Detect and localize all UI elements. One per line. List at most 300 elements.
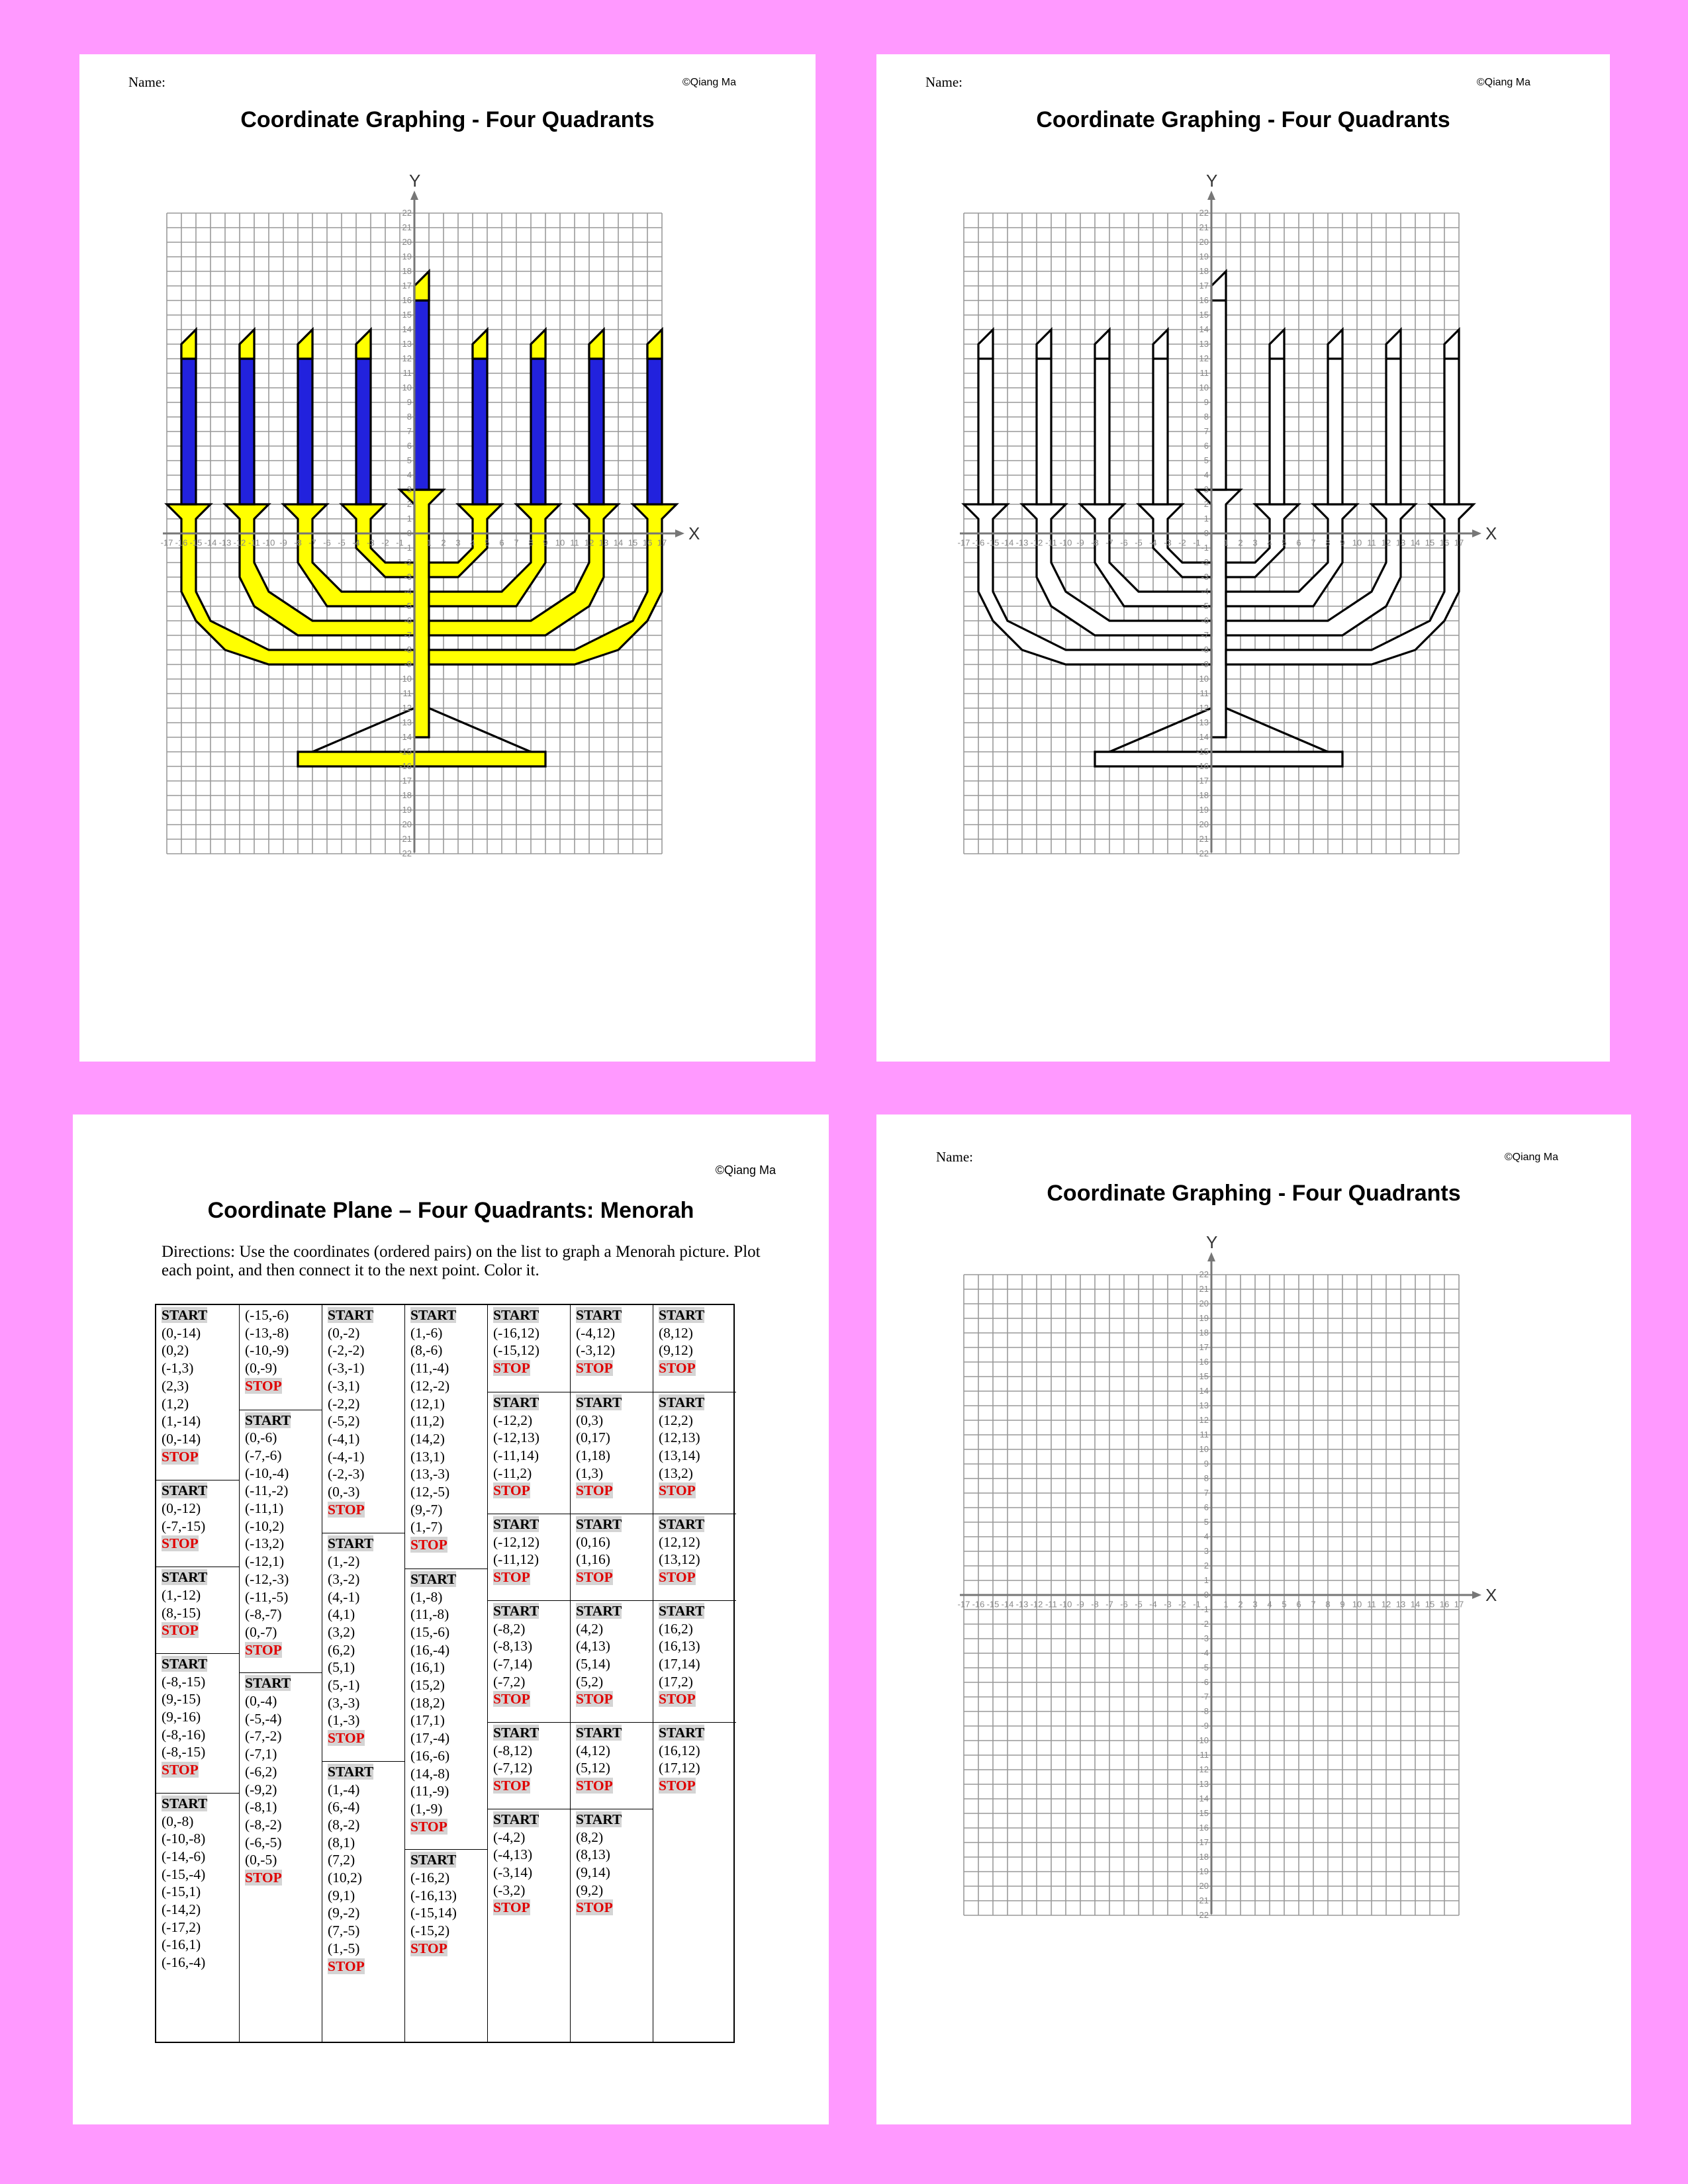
ordered-pair: [659, 1412, 736, 1430]
ordered-pair: [410, 1694, 488, 1712]
y-tick-label: 5: [406, 455, 412, 465]
ordered-pair: [493, 1447, 571, 1465]
ordered-pair: [328, 1588, 405, 1606]
ordered-pair: [245, 1623, 322, 1641]
ordered-pair-text: (-2,-3): [328, 1466, 365, 1482]
coord-block: [653, 1600, 736, 1708]
worksheet-title: Coordinate Graphing - Four Quadrants: [1036, 107, 1450, 132]
y-tick-label: -8: [1201, 1706, 1209, 1716]
ordered-pair: [410, 1887, 488, 1905]
y-tick-label: -6: [404, 615, 412, 625]
start-text: START: [493, 1516, 539, 1532]
ordered-pair-text: (7,-5): [328, 1923, 360, 1939]
y-tick-label: 10: [1199, 383, 1209, 392]
coord-block: [322, 1761, 405, 1975]
start-label: [162, 1655, 239, 1673]
start-text: START: [328, 1763, 374, 1780]
x-axis-arrow: [675, 529, 684, 537]
x-tick-label: 17: [1454, 537, 1464, 548]
ordered-pair: [162, 1830, 239, 1848]
ordered-pair: [576, 1637, 653, 1655]
x-tick-label: -7: [1105, 1599, 1113, 1610]
stop-label: [493, 1569, 571, 1586]
start-text: START: [328, 1535, 374, 1552]
x-tick-label: 1: [1223, 537, 1229, 548]
x-tick-label: 3: [1252, 1599, 1258, 1610]
ordered-pair-text: (0,-14): [162, 1324, 201, 1341]
x-tick-label: -7: [308, 537, 316, 548]
y-tick-label: -8: [1201, 645, 1209, 655]
ordered-pair-text: (-1,3): [162, 1360, 194, 1377]
ordered-pair-text: (-16,13): [410, 1887, 457, 1903]
stop-text: STOP: [493, 1360, 530, 1377]
x-axis-label: X: [1485, 523, 1497, 543]
x-tick-label: 13: [1395, 1599, 1406, 1610]
ordered-pair: [410, 1342, 488, 1359]
ordered-pair: [576, 1742, 653, 1760]
ordered-pair: [493, 1465, 571, 1482]
start-label: [410, 1306, 488, 1324]
stop-label: [576, 1899, 653, 1917]
candle-arm: [429, 504, 677, 664]
stop-text: STOP: [659, 1691, 696, 1707]
flame: [589, 330, 604, 359]
coord-block: [405, 1569, 488, 1836]
y-tick-label: -22: [399, 848, 412, 858]
start-label: [659, 1306, 736, 1324]
ordered-pair-text: (16,12): [659, 1742, 700, 1758]
ordered-pair-text: (-11,2): [493, 1465, 532, 1481]
coord-column-7: [653, 1305, 736, 2042]
x-tick-label: -15: [986, 1599, 1000, 1610]
candle-arm: [1095, 752, 1342, 766]
ordered-pair: [328, 1834, 405, 1852]
x-tick-label: 16: [642, 537, 653, 548]
coord-block: [488, 1392, 571, 1500]
x-tick-label: 4: [470, 537, 475, 548]
stop-label: [493, 1777, 571, 1795]
y-tick-label: -8: [404, 645, 412, 655]
y-tick-label: 16: [1199, 295, 1209, 305]
stop-label: [493, 1690, 571, 1708]
ordered-pair-text: (4,-1): [328, 1588, 360, 1605]
x-axis-arrow: [1472, 529, 1481, 537]
x-tick-label: 14: [613, 537, 624, 548]
directions-text: Directions: Use the coordinates (ordered pairs) on the list to graph a Menorah picture. Plot each point, and then connect it to the next point. Color it.: [162, 1243, 761, 1279]
x-tick-label: 10: [1352, 537, 1362, 548]
coord-block: [156, 1653, 239, 1779]
ordered-pair-text: (-14,-6): [162, 1848, 206, 1864]
stop-text: STOP: [576, 1360, 613, 1377]
ordered-pair: [410, 1922, 488, 1940]
ordered-pair-text: (16,1): [410, 1659, 445, 1676]
y-tick-label: -19: [1196, 1866, 1209, 1876]
start-label: [576, 1811, 653, 1829]
start-text: START: [410, 1570, 457, 1587]
copyright-label: ©Qiang Ma: [682, 77, 736, 88]
stop-text: STOP: [410, 1537, 447, 1553]
y-tick-label: 6: [406, 441, 412, 451]
ordered-pair: [328, 1816, 405, 1834]
stop-label: [410, 1940, 488, 1958]
coord-block: [571, 1514, 653, 1586]
x-tick-label: -8: [1091, 1599, 1099, 1610]
ordered-pair-text: (-15,-6): [245, 1307, 289, 1323]
start-label: [493, 1811, 571, 1829]
ordered-pair-text: (-16,-4): [162, 1954, 206, 1971]
y-tick-label: 0: [1203, 1590, 1209, 1600]
ordered-pair: [245, 1851, 322, 1869]
y-axis-arrow: [410, 191, 418, 200]
x-tick-label: -7: [1105, 537, 1113, 548]
start-text: START: [576, 1725, 622, 1741]
ordered-pair: [162, 1604, 239, 1622]
flame: [531, 330, 545, 359]
start-label: [659, 1394, 736, 1412]
ordered-pair-text: (1,16): [576, 1551, 610, 1568]
ordered-pair: [410, 1412, 488, 1430]
y-tick-label: 10: [1199, 1444, 1209, 1454]
y-tick-label: -18: [1196, 790, 1209, 800]
ordered-pair: [410, 1782, 488, 1800]
candle-arm: [1226, 504, 1299, 577]
ordered-pair: [493, 1655, 571, 1673]
start-label: [659, 1516, 736, 1533]
x-tick-label: -8: [294, 537, 302, 548]
y-tick-label: 11: [1199, 368, 1209, 378]
y-tick-label: -7: [404, 630, 412, 640]
y-tick-label: -9: [1201, 1721, 1209, 1731]
ordered-pair-text: (1,-6): [410, 1324, 443, 1341]
x-tick-label: 14: [1410, 537, 1421, 548]
stop-label: [659, 1569, 736, 1586]
ordered-pair-text: (-17,2): [162, 1919, 201, 1935]
y-tick-label: 5: [1203, 1517, 1209, 1527]
ordered-pair-text: (9,14): [576, 1864, 610, 1880]
stop-label: [493, 1899, 571, 1917]
x-tick-label: -1: [1193, 1599, 1201, 1610]
coord-block: [156, 1305, 239, 1465]
stop-text: STOP: [493, 1482, 530, 1499]
ordered-pair-text: (13,2): [659, 1465, 693, 1481]
flame: [647, 330, 662, 359]
y-tick-label: 19: [1199, 1313, 1209, 1323]
start-text: START: [162, 1795, 208, 1811]
base-support: [429, 708, 531, 752]
y-tick-label: 20: [1199, 237, 1209, 247]
ordered-pair: [659, 1742, 736, 1760]
ordered-pair: [493, 1412, 571, 1430]
ordered-pair: [410, 1465, 488, 1483]
y-tick-label: 15: [402, 310, 412, 320]
ordered-pair: [493, 1551, 571, 1569]
ordered-pair: [328, 1324, 405, 1342]
ordered-pair-text: (17,12): [659, 1760, 700, 1776]
x-tick-label: -2: [381, 537, 389, 548]
y-tick-label: -4: [404, 586, 412, 596]
ordered-pair: [410, 1395, 488, 1413]
coord-block: [156, 1793, 239, 1972]
y-tick-label: -3: [404, 572, 412, 582]
y-tick-label: 18: [402, 266, 412, 276]
ordered-pair-text: (8,-15): [162, 1604, 201, 1621]
y-tick-label: -16: [1196, 761, 1209, 771]
ordered-pair-text: (-6,2): [245, 1763, 277, 1780]
x-tick-label: -13: [1015, 537, 1029, 548]
coord-block: [571, 1600, 653, 1708]
ordered-pair: [162, 1726, 239, 1744]
ordered-pair: [162, 1813, 239, 1831]
x-tick-label: 10: [1352, 1599, 1362, 1610]
y-tick-label: 2: [1203, 1561, 1209, 1570]
ordered-pair: [659, 1759, 736, 1777]
ordered-pair-text: (12,1): [410, 1395, 445, 1412]
ordered-pair-text: (-12,12): [493, 1533, 539, 1550]
x-tick-label: 9: [1340, 1599, 1345, 1610]
ordered-pair: [162, 1395, 239, 1413]
y-tick-label: -18: [1196, 1852, 1209, 1862]
x-tick-label: 3: [1252, 537, 1258, 548]
x-tick-label: -1: [396, 537, 404, 548]
start-text: START: [493, 1307, 539, 1323]
ordered-pair: [328, 1359, 405, 1377]
x-tick-label: 7: [514, 537, 519, 548]
ordered-pair: [328, 1448, 405, 1466]
y-tick-label: -19: [1196, 805, 1209, 815]
ordered-pair-text: (1,-8): [410, 1588, 443, 1605]
stop-text: STOP: [328, 1501, 365, 1518]
y-tick-label: 8: [406, 412, 412, 422]
ordered-pair-text: (-4,-1): [328, 1448, 365, 1465]
ordered-pair-text: (1,2): [162, 1395, 189, 1412]
coord-block: [571, 1809, 653, 1917]
start-label: [659, 1724, 736, 1742]
x-tick-label: -8: [1091, 537, 1099, 548]
y-tick-label: -12: [399, 703, 412, 713]
ordered-pair-text: (1,-7): [410, 1519, 443, 1535]
menorah: [964, 271, 1474, 766]
ordered-pair-text: (0,17): [576, 1430, 610, 1446]
ordered-pair: [245, 1518, 322, 1535]
y-tick-label: -6: [1201, 1677, 1209, 1687]
coord-column-6: [570, 1305, 653, 2042]
ordered-pair-text: (-4,1): [328, 1430, 360, 1447]
base-support: [312, 708, 414, 752]
coord-block: [156, 1480, 239, 1553]
ordered-pair-text: (17,-4): [410, 1730, 450, 1747]
x-tick-label: -17: [160, 537, 173, 548]
coord-block: [653, 1514, 736, 1586]
ordered-pair: [576, 1864, 653, 1882]
stop-text: STOP: [659, 1569, 696, 1586]
y-axis-arrow: [1207, 1252, 1215, 1261]
x-tick-label: -10: [262, 537, 275, 548]
stop-text: STOP: [659, 1360, 696, 1377]
stop-label: [162, 1761, 239, 1779]
x-tick-label: -16: [972, 537, 985, 548]
start-label: [493, 1306, 571, 1324]
y-tick-label: 3: [1203, 484, 1209, 494]
ordered-pair: [410, 1659, 488, 1676]
y-tick-label: -14: [1196, 1794, 1209, 1803]
start-text: START: [410, 1852, 457, 1868]
stop-label: [162, 1621, 239, 1639]
x-tick-label: -12: [233, 537, 246, 548]
y-tick-label: 21: [1199, 222, 1209, 232]
ordered-pair: [245, 1429, 322, 1447]
ordered-pair: [245, 1781, 322, 1799]
x-tick-label: 11: [1367, 1599, 1376, 1610]
stop-label: [576, 1690, 653, 1708]
y-tick-label: -5: [1201, 1662, 1209, 1672]
menorah: [167, 271, 677, 766]
ordered-pair: [245, 1570, 322, 1588]
ordered-pair: [245, 1482, 322, 1500]
ordered-pair: [245, 1798, 322, 1816]
ordered-pair-text: (1,-14): [162, 1413, 201, 1430]
y-tick-label: -10: [399, 674, 412, 684]
ordered-pair: [328, 1781, 405, 1799]
y-tick-label: -20: [1196, 1881, 1209, 1891]
coord-column-5: [487, 1305, 571, 2042]
ordered-pair-text: (-8,13): [493, 1638, 533, 1655]
ordered-pair: [162, 1883, 239, 1901]
x-tick-label: 1: [1223, 1599, 1229, 1610]
y-tick-label: -1: [404, 543, 412, 553]
ordered-pair-text: (11,-9): [410, 1783, 449, 1799]
y-tick-label: 13: [402, 339, 412, 349]
x-tick-label: 1: [426, 537, 432, 548]
ordered-pair: [328, 1342, 405, 1359]
candle-arm: [167, 504, 414, 664]
y-tick-label: 20: [402, 237, 412, 247]
ordered-pair: [245, 1710, 322, 1728]
y-tick-label: -20: [1196, 819, 1209, 829]
ordered-pair: [659, 1533, 736, 1551]
x-tick-label: -17: [957, 537, 970, 548]
stop-label: [245, 1641, 322, 1659]
ordered-pair: [328, 1887, 405, 1905]
ordered-pair: [576, 1533, 653, 1551]
ordered-pair-text: (10,2): [328, 1870, 362, 1886]
ordered-pair: [493, 1882, 571, 1899]
y-tick-label: 6: [1203, 441, 1209, 451]
ordered-pair-text: (9,2): [576, 1882, 604, 1898]
start-text: START: [493, 1602, 539, 1619]
start-text: START: [576, 1307, 622, 1323]
coord-block: [571, 1392, 653, 1500]
x-tick-label: -4: [1149, 1599, 1157, 1610]
ordered-pair: [328, 1430, 405, 1448]
coord-block: [653, 1305, 736, 1377]
ordered-pair: [162, 1848, 239, 1866]
start-label: [245, 1674, 322, 1692]
blank-worksheet-page: [876, 1115, 1631, 2124]
y-tick-label: 3: [406, 484, 412, 494]
ordered-pair-text: (16,13): [659, 1638, 700, 1655]
worksheet-title: Coordinate Graphing - Four Quadrants: [1047, 1181, 1461, 1206]
y-tick-label: 14: [1199, 1386, 1209, 1396]
y-tick-label: 3: [1203, 1546, 1209, 1556]
candle-arm: [298, 752, 545, 766]
y-tick-label: -9: [404, 659, 412, 669]
ordered-pair: [245, 1745, 322, 1763]
ordered-pair-text: (-8,-16): [162, 1726, 206, 1743]
start-text: START: [245, 1675, 291, 1692]
ordered-pair-text: (3,-2): [328, 1570, 360, 1587]
ordered-pair-text: (-12,-3): [245, 1570, 289, 1587]
coord-block: [571, 1305, 653, 1377]
stop-text: STOP: [162, 1762, 199, 1778]
ordered-pair: [328, 1483, 405, 1501]
ordered-pair: [410, 1588, 488, 1606]
axes: [957, 1232, 1497, 1914]
flame: [240, 330, 254, 359]
ordered-pair: [493, 1864, 571, 1882]
y-tick-label: 15: [1199, 1371, 1209, 1381]
y-tick-label: -20: [399, 819, 412, 829]
ordered-pair-text: (-8,-7): [245, 1606, 282, 1623]
ordered-pair: [245, 1535, 322, 1553]
y-tick-label: 22: [1199, 1269, 1209, 1279]
stop-label: [245, 1377, 322, 1395]
ordered-pair: [328, 1869, 405, 1887]
ordered-pair: [245, 1816, 322, 1834]
coord-column-1: [156, 1305, 239, 2042]
y-tick-label: -11: [1197, 688, 1209, 698]
start-label: [493, 1602, 571, 1620]
ordered-pair-text: (5,12): [576, 1760, 610, 1776]
y-tick-label: 4: [1203, 1531, 1209, 1541]
ordered-pair: [493, 1533, 571, 1551]
ordered-pair-text: (8,13): [576, 1846, 610, 1863]
y-tick-label: -6: [1201, 615, 1209, 625]
start-label: [162, 1795, 239, 1813]
candle: [1095, 330, 1109, 504]
coordinate-list-page: [73, 1115, 829, 2124]
start-label: [659, 1602, 736, 1620]
x-tick-label: 15: [628, 537, 638, 548]
ordered-pair-text: (-3,-1): [328, 1360, 365, 1377]
y-tick-label: 7: [406, 426, 412, 436]
ordered-pair: [328, 1922, 405, 1940]
ordered-pair-text: (-10,2): [245, 1518, 285, 1534]
x-tick-label: 2: [441, 537, 446, 548]
start-label: [245, 1412, 322, 1430]
start-label: [576, 1306, 653, 1324]
y-tick-label: -2: [1201, 557, 1209, 567]
y-tick-label: 13: [1199, 1400, 1209, 1410]
y-tick-label: 12: [1199, 353, 1209, 363]
x-tick-label: -13: [1015, 1599, 1029, 1610]
start-label: [410, 1570, 488, 1588]
candle: [1328, 330, 1342, 504]
ordered-pair-text: (-10,-4): [245, 1465, 289, 1481]
ordered-pair: [576, 1342, 653, 1359]
y-axis-label: Y: [1206, 171, 1218, 191]
ordered-pair-text: (-6,-5): [245, 1834, 282, 1850]
coord-block: [322, 1533, 405, 1747]
start-text: START: [576, 1394, 622, 1410]
y-tick-label: 16: [1199, 1357, 1209, 1367]
flame: [473, 330, 487, 359]
ordered-pair-text: (-8,-15): [162, 1673, 206, 1690]
ordered-pair: [576, 1620, 653, 1638]
ordered-pair: [410, 1501, 488, 1519]
x-tick-label: 8: [1325, 537, 1331, 548]
ordered-pair: [410, 1641, 488, 1659]
ordered-pair: [410, 1623, 488, 1641]
